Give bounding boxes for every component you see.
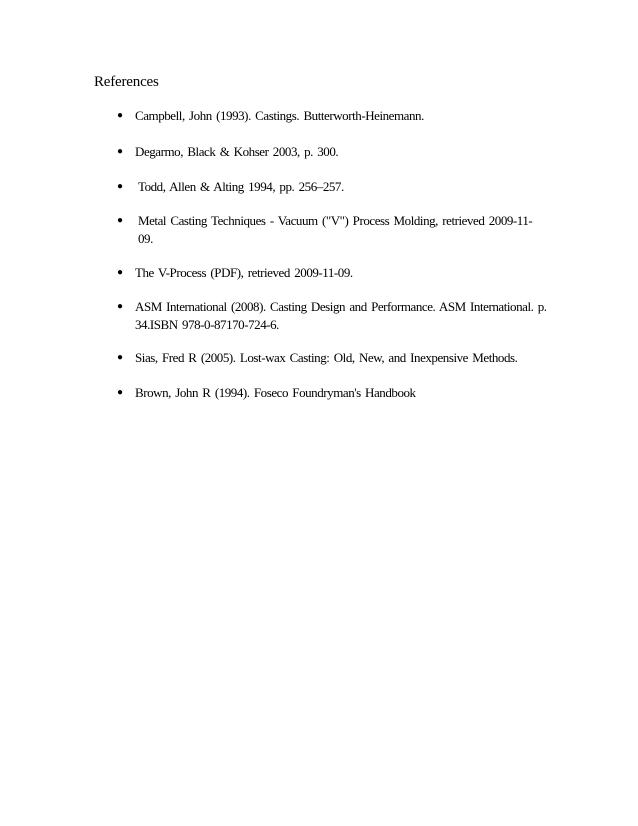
reference-text: ASM International (2008). Casting Design and Performance. ASM International. p. 34.ISBN 978-0-87170-724-6. xyxy=(135,299,547,332)
bullet-icon: ● xyxy=(117,110,123,121)
bullet-icon: ● xyxy=(117,352,123,363)
reference-text: Degarmo, Black & Kohser 2003, p. 300. xyxy=(135,144,339,159)
reference-text: Todd, Allen & Alting 1994, pp. 256–257. xyxy=(138,179,344,194)
bullet-icon: ● xyxy=(117,387,123,398)
reference-text: Campbell, John (1993). Castings. Butterworth-Heinemann. xyxy=(135,108,424,123)
reference-text: Metal Casting Techniques - Vacuum ("V") Process Molding, retrieved 2009-11-09. xyxy=(138,213,533,246)
bullet-icon: ● xyxy=(117,267,123,278)
reference-text: The V-Process (PDF), retrieved 2009-11-09. xyxy=(135,265,353,280)
bullet-icon: ● xyxy=(117,301,123,312)
references-heading: References xyxy=(94,74,159,90)
bullet-icon: ● xyxy=(117,181,123,192)
reference-text: Sias, Fred R (2005). Lost-wax Casting: Old, New, and Inexpensive Methods. xyxy=(135,350,518,365)
reference-text: Brown, John R (1994). Foseco Foundryman's Handbook xyxy=(135,385,416,400)
bullet-icon: ● xyxy=(117,215,123,226)
bullet-icon: ● xyxy=(117,146,123,157)
